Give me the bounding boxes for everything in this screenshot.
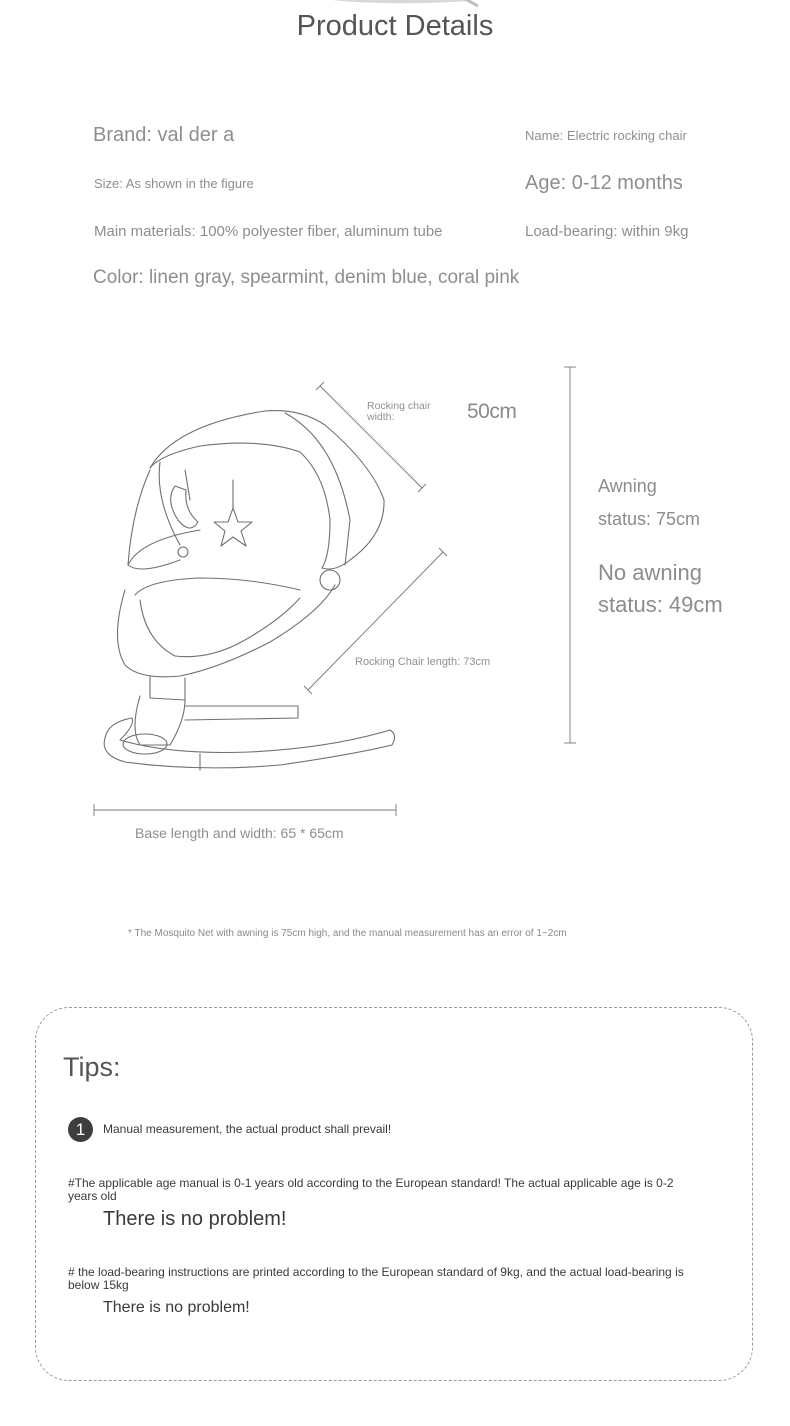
number-one-badge: 1 [68, 1117, 93, 1142]
awning-line2: status: 75cm [598, 509, 701, 529]
tip-item-3: # the load-bearing instructions are printed according to the European standard of 9kg, and the actual load-bearing is below 15kg [68, 1265, 684, 1292]
spec-color: Color: linen gray, spearmint, denim blue, coral pink [93, 267, 520, 288]
awning-label [598, 470, 700, 536]
tip-item-2: #The applicable age manual is 0-1 years old according to the European standard! The actual applicable age is 0-2 years old [68, 1176, 674, 1203]
spec-size: Size: As shown in the figure [94, 176, 254, 191]
spec-name: Name: Electric rocking chair [525, 128, 687, 143]
width-label: Rocking chair width: [367, 400, 431, 423]
base-label: Base length and width: 65 * 65cm [135, 825, 344, 841]
spec-age: Age: 0-12 months [525, 172, 683, 194]
tip-item-2-note: There is no problem! [103, 1208, 287, 1230]
spec-materials: Main materials: 100% polyester fiber, aluminum tube [94, 223, 443, 240]
page-title: Product Details [296, 10, 494, 42]
tip-item-3-note: There is no problem! [103, 1299, 250, 1316]
tips-title: Tips: [63, 1052, 121, 1082]
footnote: * The Mosquito Net with awning is 75cm high, and the manual measurement has an error of 1~2cm [128, 928, 567, 939]
spec-brand: Brand: val der a [93, 124, 235, 146]
width-value: 50cm [467, 400, 517, 423]
length-label: Rocking Chair length: 73cm [355, 656, 491, 668]
awning-line1: Awning [598, 476, 657, 496]
no-awning-label [598, 557, 723, 621]
no-awning-line2: status: 49cm [598, 592, 723, 617]
spec-load: Load-bearing: within 9kg [525, 223, 689, 240]
top-image-fragment [310, 0, 480, 8]
no-awning-line1: No awning [598, 560, 702, 585]
tip-item-1: Manual measurement, the actual product shall prevail! [103, 1122, 392, 1136]
